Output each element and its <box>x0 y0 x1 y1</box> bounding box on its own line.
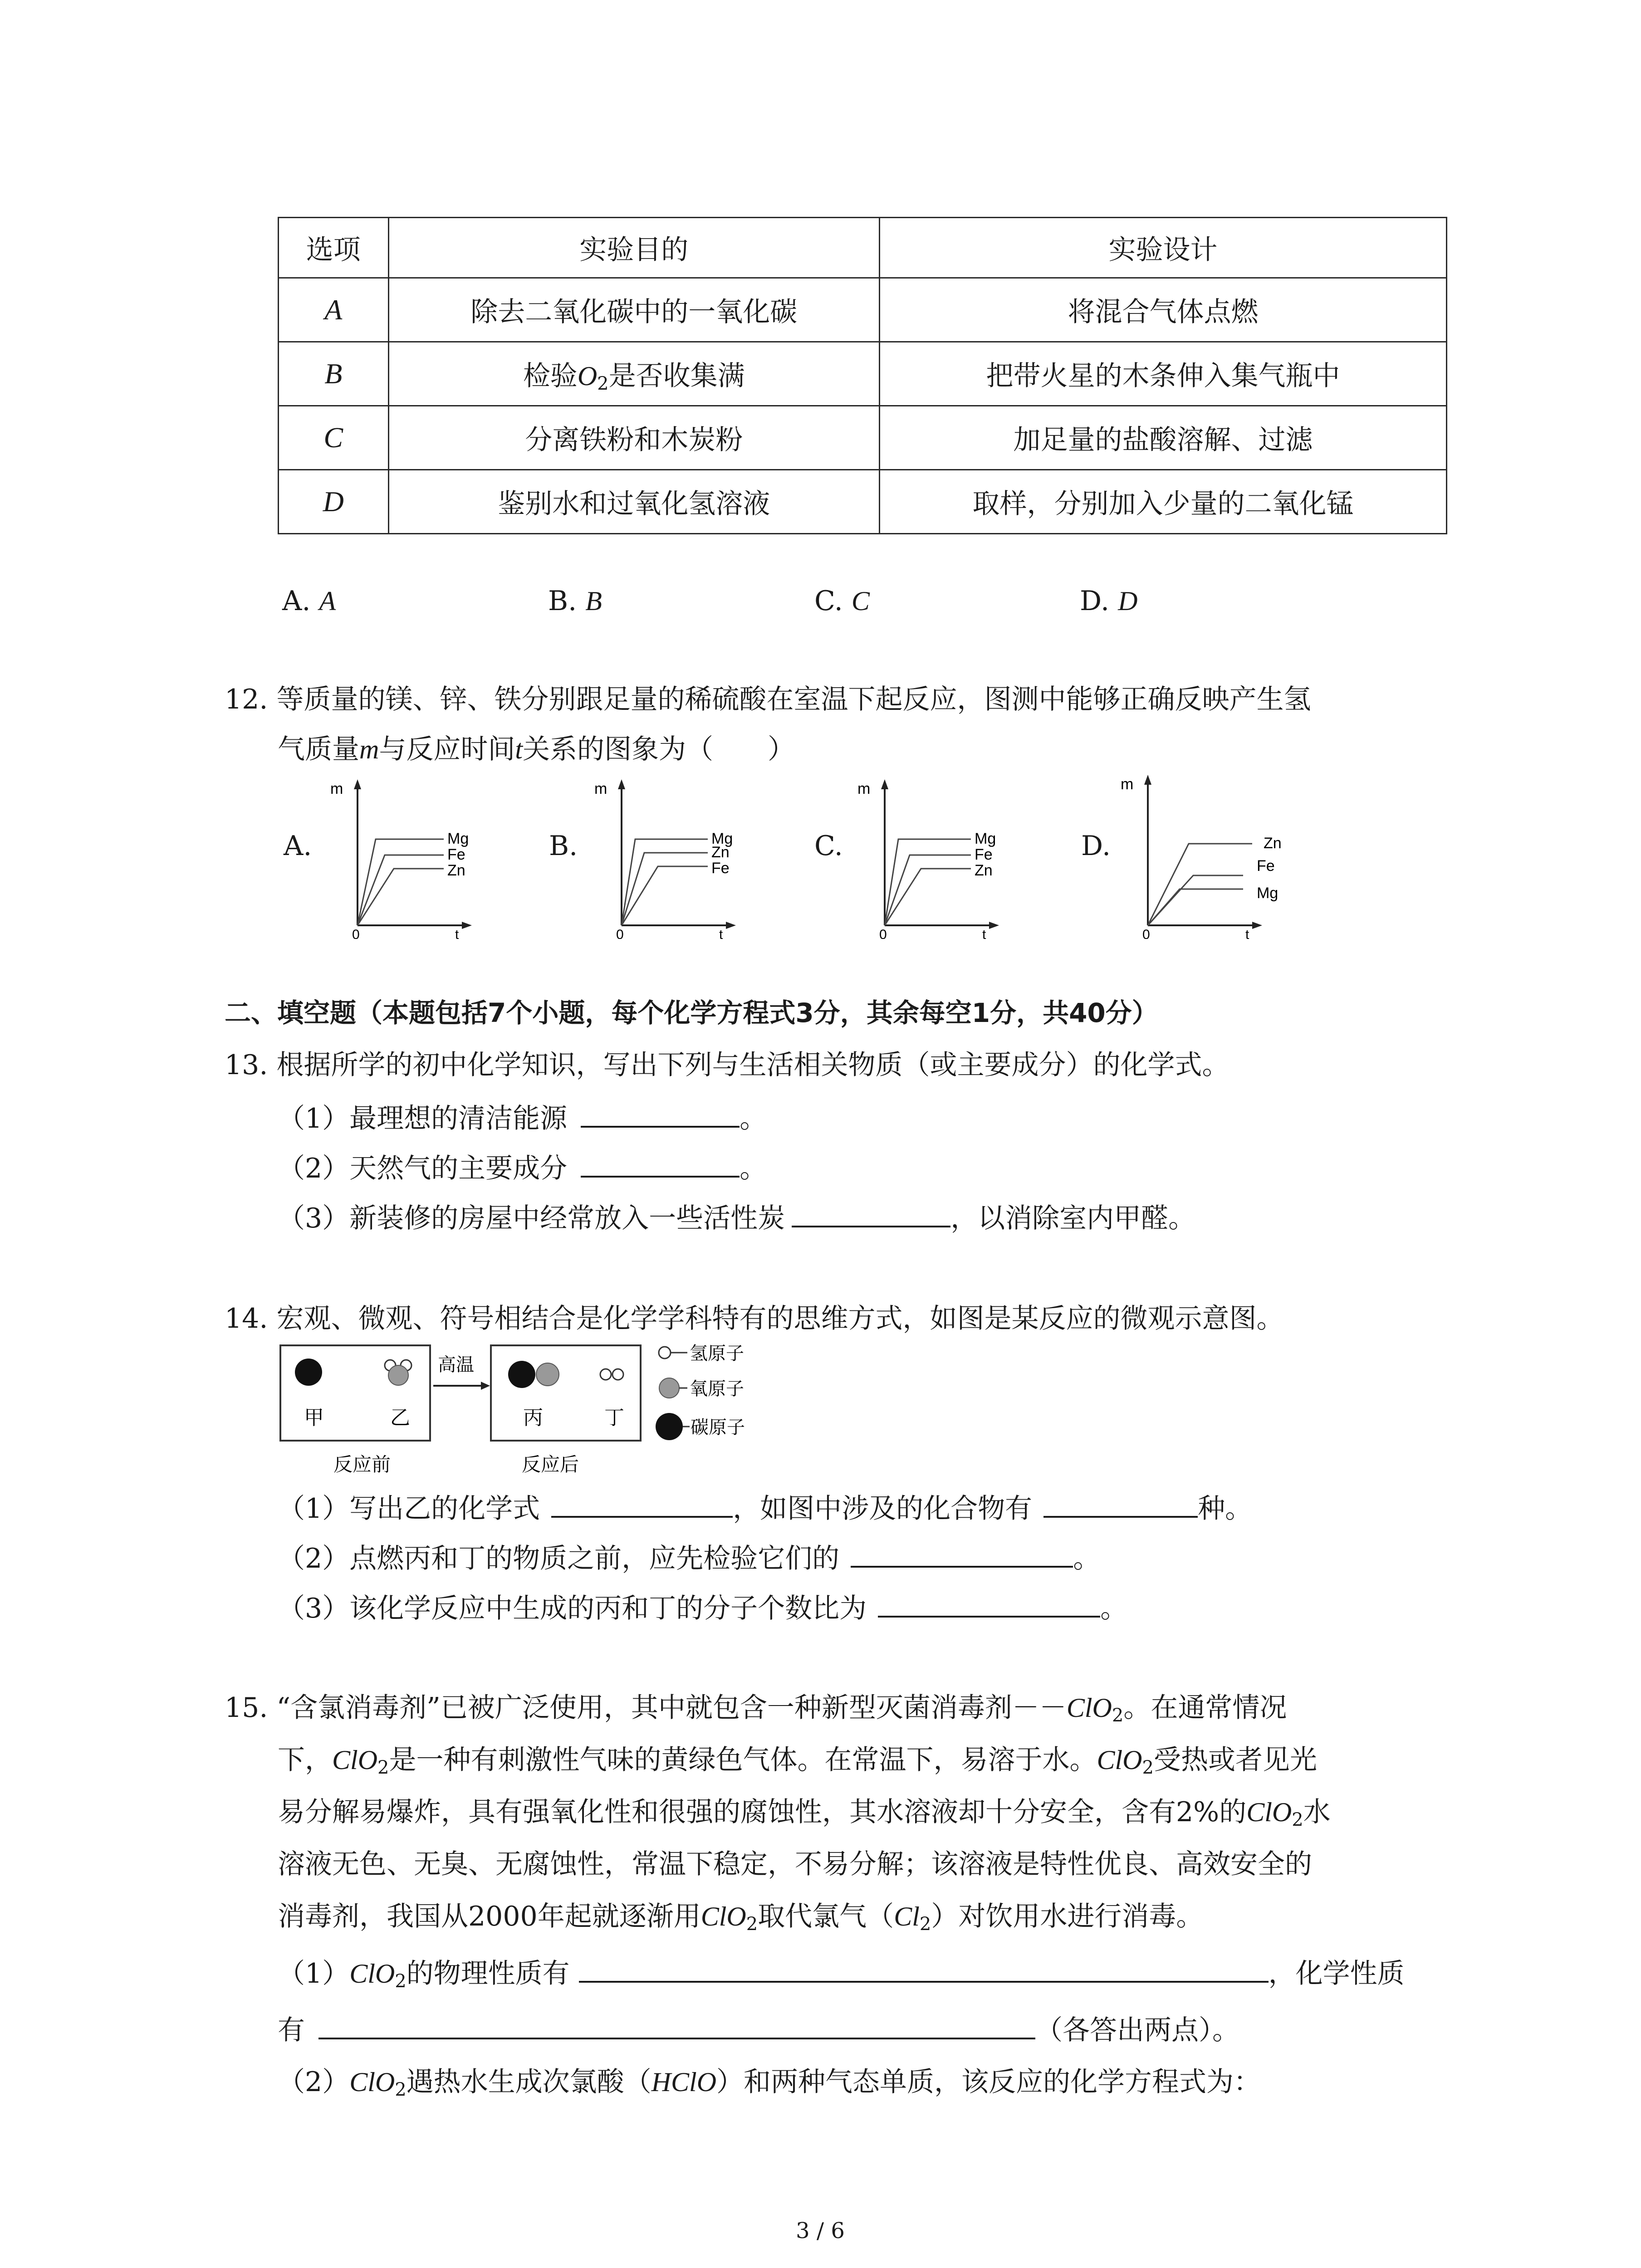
q14-item2: （2）点燃丙和丁的物质之前，应先检验它们的 。 <box>278 1538 1100 1579</box>
svg-text:反应后: 反应后 <box>522 1454 579 1475</box>
row-purpose: 除去二氧化碳中的一氧化碳 <box>388 278 879 342</box>
row-option: D <box>323 485 344 518</box>
svg-text:Mg: Mg <box>711 830 733 847</box>
svg-text:碳原子: 碳原子 <box>691 1418 745 1437</box>
q12-graph-a-label: A. <box>284 830 312 862</box>
svg-text:氧原子: 氧原子 <box>690 1379 744 1399</box>
svg-text:丁: 丁 <box>604 1407 624 1429</box>
row-purpose: 检验$O_2$是否收集满 <box>388 342 879 406</box>
answer-blank[interactable] <box>792 1198 950 1227</box>
svg-text:t: t <box>719 927 723 939</box>
svg-text:m: m <box>330 780 343 797</box>
answer-blank[interactable] <box>581 1148 740 1178</box>
svg-text:乙: 乙 <box>390 1407 410 1429</box>
header-design: 实验设计 <box>879 218 1446 278</box>
svg-text:反应前: 反应前 <box>333 1454 391 1475</box>
svg-text:丙: 丙 <box>523 1407 543 1429</box>
answer-blank[interactable] <box>318 2009 1035 2039</box>
table-row <box>279 406 1447 470</box>
q12-graph-c <box>853 771 1034 939</box>
row-design: 把带火星的木条伸入集气瓶中 <box>879 342 1446 406</box>
svg-text:t: t <box>982 927 986 939</box>
svg-text:0: 0 <box>1142 927 1150 939</box>
svg-text:Zn: Zn <box>975 862 993 879</box>
row-option: B <box>324 357 343 390</box>
q12-graph-d <box>1116 767 1307 939</box>
answer-blank[interactable] <box>551 1488 733 1518</box>
svg-text:高温: 高温 <box>438 1355 474 1375</box>
svg-text:Fe: Fe <box>447 846 465 863</box>
answer-blank[interactable] <box>1043 1488 1198 1518</box>
q12-stem-line2: 气质量m与反应时间t关系的图象为（ ） <box>278 733 795 765</box>
svg-text:Zn: Zn <box>711 844 730 861</box>
row-option: A <box>324 293 343 326</box>
q12-graph-b-label: B. <box>549 830 578 862</box>
q15-item1-line2: 有 （各答出两点）。 <box>278 2009 1239 2051</box>
row-purpose: 分离铁粉和木炭粉 <box>388 406 879 470</box>
header-purpose: 实验目的 <box>388 218 879 278</box>
q15-line4: 溶液无色、无臭、无腐蚀性，常温下稳定，不易分解；该溶液是特性优良、高效安全的 <box>278 1848 1312 1880</box>
q12-graph-b <box>590 771 771 939</box>
svg-text:0: 0 <box>879 927 887 939</box>
svg-text:Fe: Fe <box>975 846 993 863</box>
q12-graph-d-label: D. <box>1081 830 1111 862</box>
q13-item2: （2）天然气的主要成分 。 <box>278 1148 767 1189</box>
experiment-table <box>278 217 1447 534</box>
svg-text:m: m <box>594 780 607 797</box>
table-header-row <box>279 218 1447 278</box>
q15-line2: 下，ClO$_2$是一种有刺激性气味的黄绿色气体。在常温下，易溶于水。ClO$_2$受热或者见光 <box>278 1744 1317 1778</box>
q11-choice-d: D. D <box>1080 585 1138 617</box>
q14-item3: （3）该化学反应中生成的丙和丁的分子个数比为 。 <box>278 1588 1127 1629</box>
q13-stem: 13. 根据所学的初中化学知识，写出下列与生活相关物质（或主要成分）的化学式。 <box>225 1049 1230 1081</box>
header-option: 选项 <box>279 218 389 278</box>
q15-line3: 易分解易爆炸，具有强氧化性和很强的腐蚀性，其水溶液却十分安全，含有2%的ClO$_2$水 <box>278 1796 1331 1830</box>
row-option: C <box>323 421 343 454</box>
q15-item2: （2）ClO$_2$遇热水生成次氯酸（HClO）和两种气态单质，该反应的化学方程式为： <box>278 2066 1261 2100</box>
q14-reaction-diagram <box>277 1343 798 1479</box>
section-heading: 二、填空题（本题包括7个小题，每个化学方程式3分，其余每空1分，共40分） <box>225 997 1158 1028</box>
svg-text:t: t <box>455 927 459 939</box>
svg-text:0: 0 <box>616 927 624 939</box>
svg-text:Zn: Zn <box>1264 835 1282 852</box>
q11-choice-a: A. A <box>282 585 336 617</box>
answer-blank[interactable] <box>579 1953 1269 1983</box>
svg-text:m: m <box>1121 776 1134 793</box>
svg-text:t: t <box>1245 927 1249 939</box>
row-design: 将混合气体点燃 <box>879 278 1446 342</box>
row-design: 取样，分别加入少量的二氧化锰 <box>879 470 1446 534</box>
answer-blank[interactable] <box>851 1538 1073 1568</box>
table-row <box>279 342 1447 406</box>
q13-item1: （1）最理想的清洁能源 。 <box>278 1098 767 1139</box>
q15-item1-line1: （1）ClO$_2$的物理性质有 ，化学性质 <box>278 1953 1405 1994</box>
table-row <box>279 278 1447 342</box>
svg-text:Mg: Mg <box>975 830 996 847</box>
q12-stem-line1: 12. 等质量的镁、锌、铁分别跟足量的稀硫酸在室温下起反应，图测中能够正确反映产生氢 <box>225 684 1311 715</box>
page-number: 3 / 6 <box>796 2218 845 2244</box>
row-purpose: 鉴别水和过氧化氢溶液 <box>388 470 879 534</box>
svg-text:氢原子: 氢原子 <box>690 1344 744 1364</box>
svg-text:m: m <box>857 780 871 797</box>
row-design: 加足量的盐酸溶解、过滤 <box>879 406 1446 470</box>
q14-stem: 14. 宏观、微观、符号相结合是化学学科特有的思维方式，如图是某反应的微观示意图。 <box>225 1303 1284 1334</box>
q11-choice-b: B. B <box>548 585 602 617</box>
svg-text:Zn: Zn <box>447 862 465 879</box>
svg-text:Fe: Fe <box>711 860 730 877</box>
q13-item3: （3）新装修的房屋中经常放入一些活性炭 ，以消除室内甲醛。 <box>278 1198 1195 1239</box>
svg-text:甲: 甲 <box>304 1407 324 1429</box>
table-row <box>279 470 1447 534</box>
answer-blank[interactable] <box>581 1098 740 1128</box>
answer-blank[interactable] <box>878 1588 1100 1618</box>
q15-line5: 消毒剂，我国从2000年起就逐渐用ClO$_2$取代氯气$(Cl_2)$对饮用水进行消毒。 <box>278 1901 1204 1935</box>
svg-text:Mg: Mg <box>1257 885 1279 902</box>
svg-text:Mg: Mg <box>447 830 469 847</box>
svg-text:0: 0 <box>352 927 360 939</box>
q12-graph-a <box>326 771 507 939</box>
q14-item1: （1）写出乙的化学式 ，如图中涉及的化合物有 种。 <box>278 1488 1252 1529</box>
q11-choice-c: C. C <box>814 585 870 617</box>
q15-line1: 15. “含氯消毒剂”已被广泛使用，其中就包含一种新型灭菌消毒剂－－ClO$_2$。在通常情况 <box>225 1692 1287 1726</box>
q12-graph-c-label: C. <box>814 830 843 862</box>
svg-text:Fe: Fe <box>1257 857 1275 875</box>
